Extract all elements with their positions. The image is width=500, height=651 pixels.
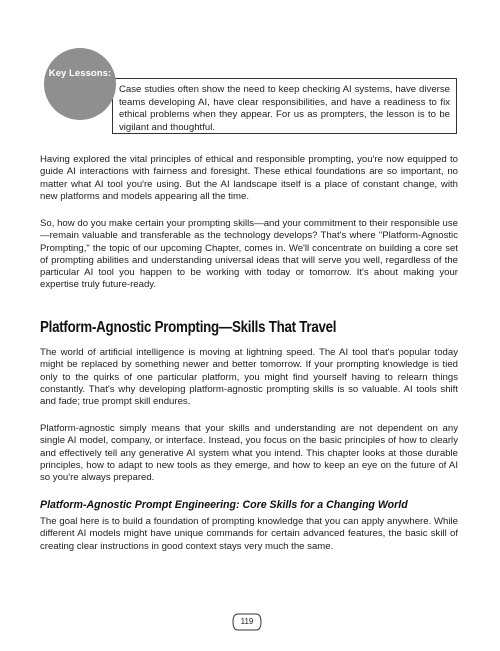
key-lessons-label: Key Lessons: bbox=[48, 68, 112, 79]
key-lessons-badge bbox=[44, 48, 116, 120]
paragraph-ethical-summary: Having explored the vital principles of ethical and responsible prompting, you're now equipped to guide AI interactions with fairness and foresight. These ethical foundations are so important, no matter what AI tool you're using. But the AI landscape itself is a place of constant change, with new platforms and models appearing all the time. bbox=[40, 154, 458, 202]
page-number-badge bbox=[232, 612, 262, 632]
paragraph-ai-speed: The world of artificial intelligence is moving at lightning speed. The AI tool that's popular today might be replaced by something newer and better tomorrow. If your prompting knowledge is tied only to the quirks of one particular platform, you might find yourself having to relearn things constantly. That's why developing platform-agnostic prompting skills is so valuable. AI tools shift and fade; true prompt skill endures. bbox=[40, 347, 458, 408]
section-heading: Platform-Agnostic Prompting—Skills That Travel bbox=[40, 319, 337, 336]
key-lessons-box bbox=[112, 78, 457, 134]
paragraph-platform-agnostic-definition: Platform-agnostic simply means that your skills and understanding are not dependent on any single AI model, company, or interface. Instead, you focus on the basic principles of how to clearly and effectively tell any generative AI system what you intend. This chapter looks at those durable principles, how to adapt to new tools as they emerge, and how to keep an eye on the future of AI so you're always prepared. bbox=[40, 423, 458, 484]
key-lessons-text: Case studies often show the need to keep checking AI systems, have diverse teams developing AI, have clear responsibilities, and have a readiness to fix ethical problems when they appear. For us as prompters, the lesson is to be vigilant and thoughtful. bbox=[119, 84, 450, 133]
paragraph-foundation-goal: The goal here is to build a foundation of prompting knowledge that you can apply anywhere. While different AI models might have unique commands for certain advanced features, the basic skill of creating clear instructions in good context stays very much the same. bbox=[40, 516, 458, 552]
subsection-heading: Platform-Agnostic Prompt Engineering: Core Skills for a Changing World bbox=[40, 499, 408, 511]
page-number: 119 bbox=[240, 617, 254, 626]
paragraph-upcoming-chapter: So, how do you make certain your prompting skills—and your commitment to their responsible use—remain valuable and transferable as the technology develops? That's where "Platform-Agnostic Prompting," the topic of our upcoming Chapter, comes in. We'll concentrate on building a core set of prompting abilities and understanding universal ideas that will serve you well, regardless of the particular AI tool you happen to be working with today or tomorrow. It's about making your expertise truly future-ready. bbox=[40, 218, 458, 291]
